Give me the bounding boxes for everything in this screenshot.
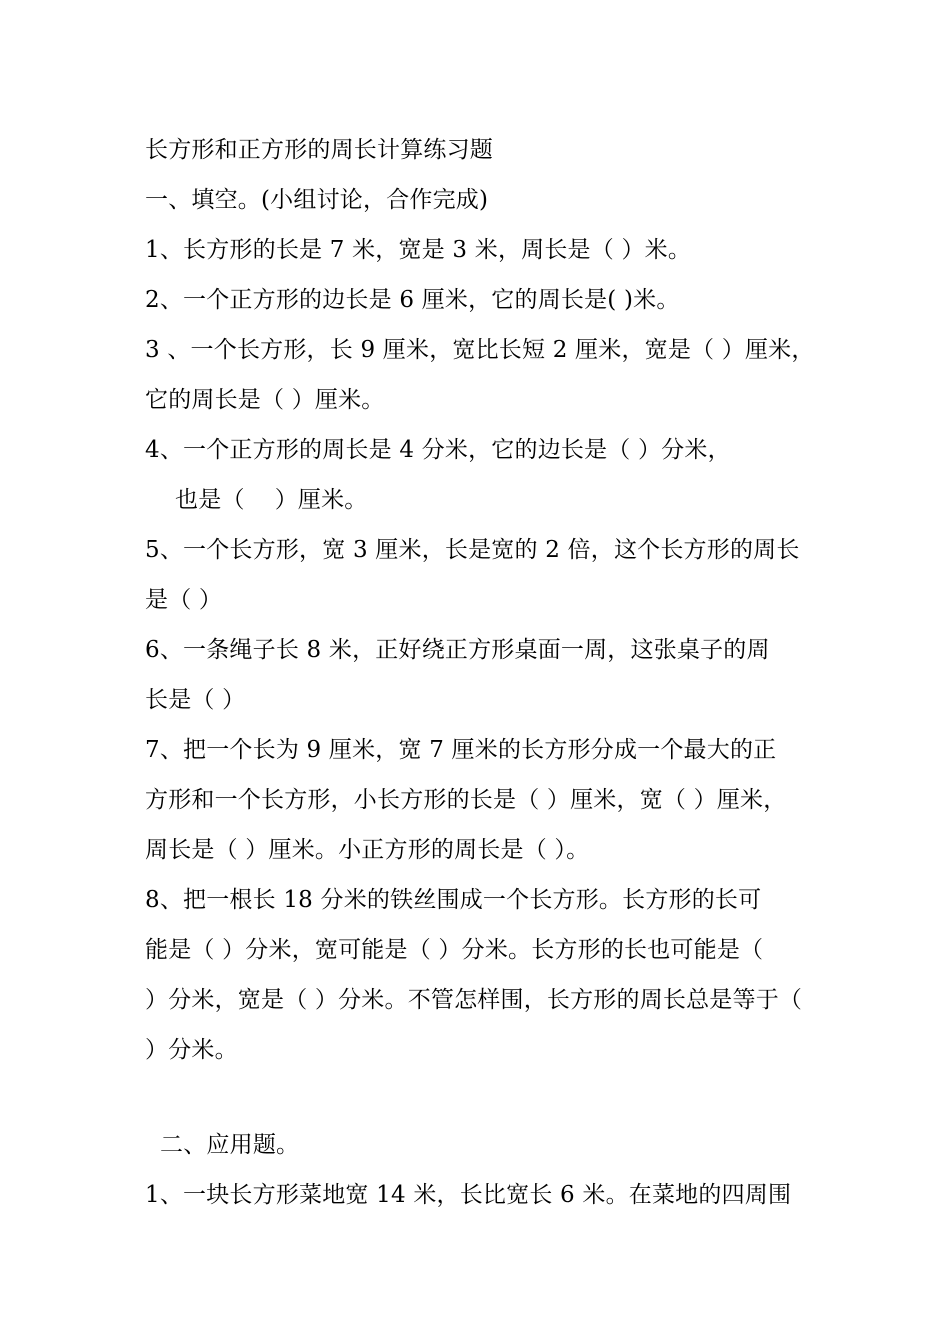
question-5-line-2: 是（ ） bbox=[145, 587, 223, 613]
question-3-line-1: 3 、一个长方形，长 9 厘米，宽比长短 2 厘米，宽是（ ）厘米， bbox=[145, 337, 815, 363]
document-title: 长方形和正方形的周长计算练习题 bbox=[145, 137, 493, 163]
section-heading-applications: 二、应用题。 bbox=[145, 1132, 300, 1158]
question-4-line-2: 也是（ ）厘米。 bbox=[145, 487, 368, 513]
question-6-line-1: 6、一条绳子长 8 米，正好绕正方形桌面一周，这张桌子的周 bbox=[145, 637, 770, 663]
question-5-line-1: 5、一个长方形，宽 3 厘米，长是宽的 2 倍，这个长方形的周长 bbox=[145, 537, 800, 563]
question-7-line-1: 7、把一个长为 9 厘米，宽 7 厘米的长方形分成一个最大的正 bbox=[145, 737, 777, 763]
question-8-line-4: ）分米。 bbox=[145, 1037, 238, 1063]
question-4-line-1: 4、一个正方形的周长是 4 分米，它的边长是（ ）分米， bbox=[145, 437, 731, 463]
question-3-line-2: 它的周长是（ ）厘米。 bbox=[145, 387, 385, 413]
question-8-line-3: ）分米，宽是（ ）分米。不管怎样围，长方形的周长总是等于（ bbox=[145, 987, 803, 1013]
section-heading-fill-blank: 一、填空。(小组讨论，合作完成) bbox=[145, 187, 489, 213]
question-8-line-1: 8、把一根长 18 分米的铁丝围成一个长方形。长方形的长可 bbox=[145, 887, 762, 913]
question-8-line-2: 能是（ ）分米，宽可能是（ ）分米。长方形的长也可能是（ bbox=[145, 937, 764, 963]
question-2: 2、一个正方形的边长是 6 厘米，它的周长是( )米。 bbox=[145, 287, 680, 313]
question-6-line-2: 长是（ ） bbox=[145, 687, 246, 713]
question-7-line-2: 方形和一个长方形，小长方形的长是（ ）厘米，宽（ ）厘米， bbox=[145, 787, 787, 813]
question-1: 1、长方形的长是 7 米，宽是 3 米，周长是（ ）米。 bbox=[145, 237, 692, 263]
application-question-1-line-1: 1、一块长方形菜地宽 14 米，长比宽长 6 米。在菜地的四周围 bbox=[145, 1182, 792, 1208]
question-7-line-3: 周长是（ ）厘米。小正方形的周长是（ ）。 bbox=[145, 837, 590, 863]
